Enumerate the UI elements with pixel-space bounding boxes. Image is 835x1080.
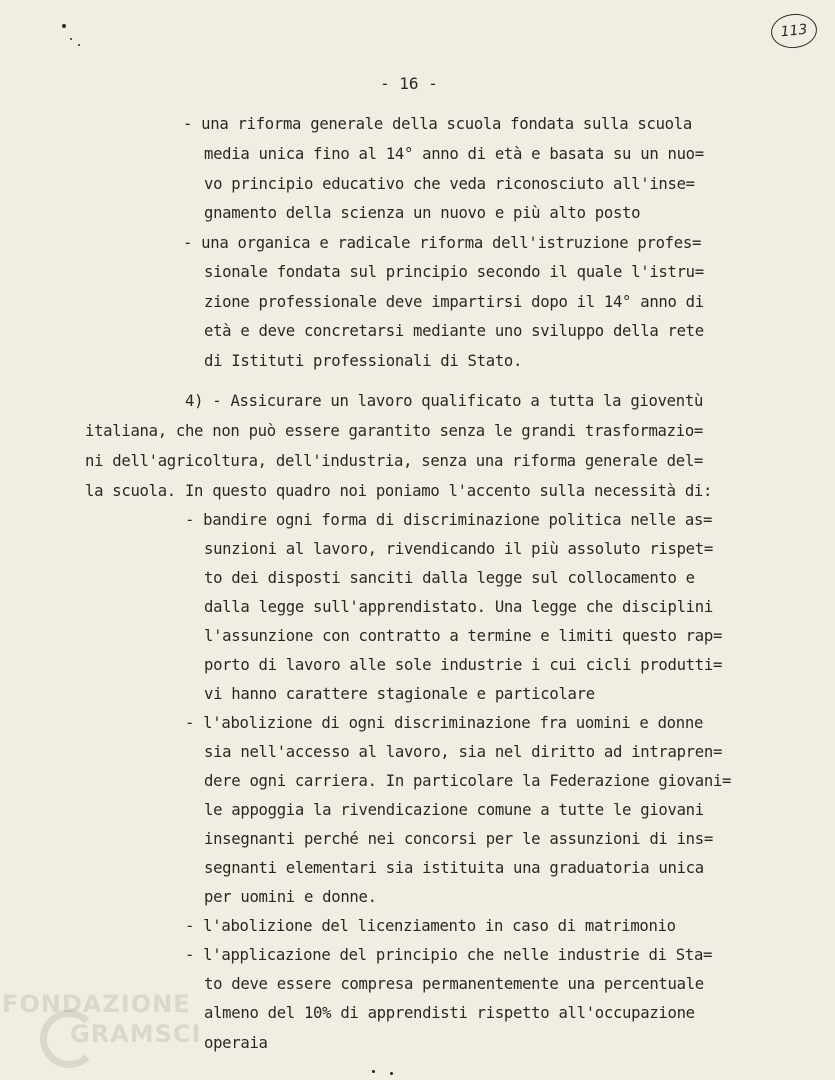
ink-speck bbox=[62, 24, 66, 28]
text-line: vo principio educativo che veda riconosciuto all'inse= bbox=[204, 175, 695, 193]
text-line: di Istituti professionali di Stato. bbox=[204, 352, 523, 370]
text-line: l'assunzione con contratto a termine e limiti questo rap= bbox=[204, 627, 723, 645]
text-line: gnamento della scienza un nuovo e più alto posto bbox=[204, 204, 641, 222]
text-line: 4) - Assicurare un lavoro qualificato a tutta la gioventù bbox=[185, 392, 704, 410]
text-line: per uomini e donne. bbox=[204, 888, 377, 906]
text-line: insegnanti perché nei concorsi per le assunzioni di ins= bbox=[204, 830, 713, 848]
text-line: - bandire ogni forma di discriminazione politica nelle as= bbox=[185, 511, 713, 529]
text-line: italiana, che non può essere garantito senza le grandi trasformazio= bbox=[85, 422, 704, 440]
watermark-line-1: FONDAZIONE bbox=[2, 990, 191, 1018]
text-line: la scuola. In questo quadro noi poniamo l'accento sulla necessità di: bbox=[85, 482, 713, 500]
text-line: dere ogni carriera. In particolare la Federazione giovani= bbox=[204, 772, 732, 790]
text-line: vi hanno carattere stagionale e particolare bbox=[204, 685, 595, 703]
text-line: porto di lavoro alle sole industrie i cui cicli produtti= bbox=[204, 656, 723, 674]
text-line: - l'applicazione del principio che nelle industrie di Sta= bbox=[185, 946, 713, 964]
text-line: sionale fondata sul principio secondo il quale l'istru= bbox=[204, 263, 704, 281]
text-line: - l'abolizione del licenziamento in caso di matrimonio bbox=[185, 917, 676, 935]
ink-speck bbox=[372, 1070, 375, 1073]
text-line: sia nell'accesso al lavoro, sia nel diritto ad intrapren= bbox=[204, 743, 723, 761]
archive-number-stamp: 113 bbox=[769, 12, 818, 51]
page-number: - 16 - bbox=[380, 74, 438, 93]
text-line: dalla legge sull'apprendistato. Una legge che disciplini bbox=[204, 598, 713, 616]
text-line: - una organica e radicale riforma dell'istruzione profes= bbox=[183, 234, 702, 252]
text-line: media unica fino al 14° anno di età e basata su un nuo= bbox=[204, 145, 704, 163]
text-line: operaia bbox=[204, 1034, 268, 1052]
text-line: to dei disposti sanciti dalla legge sul collocamento e bbox=[204, 569, 695, 587]
watermark-line-2: GRAMSCI bbox=[70, 1020, 202, 1048]
archive-watermark bbox=[0, 988, 205, 1070]
text-line: segnanti elementari sia istituita una graduatoria unica bbox=[204, 859, 704, 877]
text-line: zione professionale deve impartirsi dopo il 14° anno di bbox=[204, 293, 704, 311]
text-line: le appoggia la rivendicazione comune a tutte le giovani bbox=[204, 801, 704, 819]
ink-speck bbox=[78, 44, 80, 46]
text-line: età e deve concretarsi mediante uno sviluppo della rete bbox=[204, 322, 704, 340]
text-line: ni dell'agricoltura, dell'industria, senza una riforma generale del= bbox=[85, 452, 704, 470]
text-line: almeno del 10% di apprendisti rispetto all'occupazione bbox=[204, 1004, 695, 1022]
ink-speck bbox=[70, 38, 72, 40]
text-line: to deve essere compresa permanentemente una percentuale bbox=[204, 975, 704, 993]
text-line: - una riforma generale della scuola fondata sulla scuola bbox=[183, 115, 692, 133]
ink-speck bbox=[390, 1072, 393, 1075]
text-line: - l'abolizione di ogni discriminazione fra uomini e donne bbox=[185, 714, 704, 732]
text-line: sunzioni al lavoro, rivendicando il più assoluto rispet= bbox=[204, 540, 713, 558]
